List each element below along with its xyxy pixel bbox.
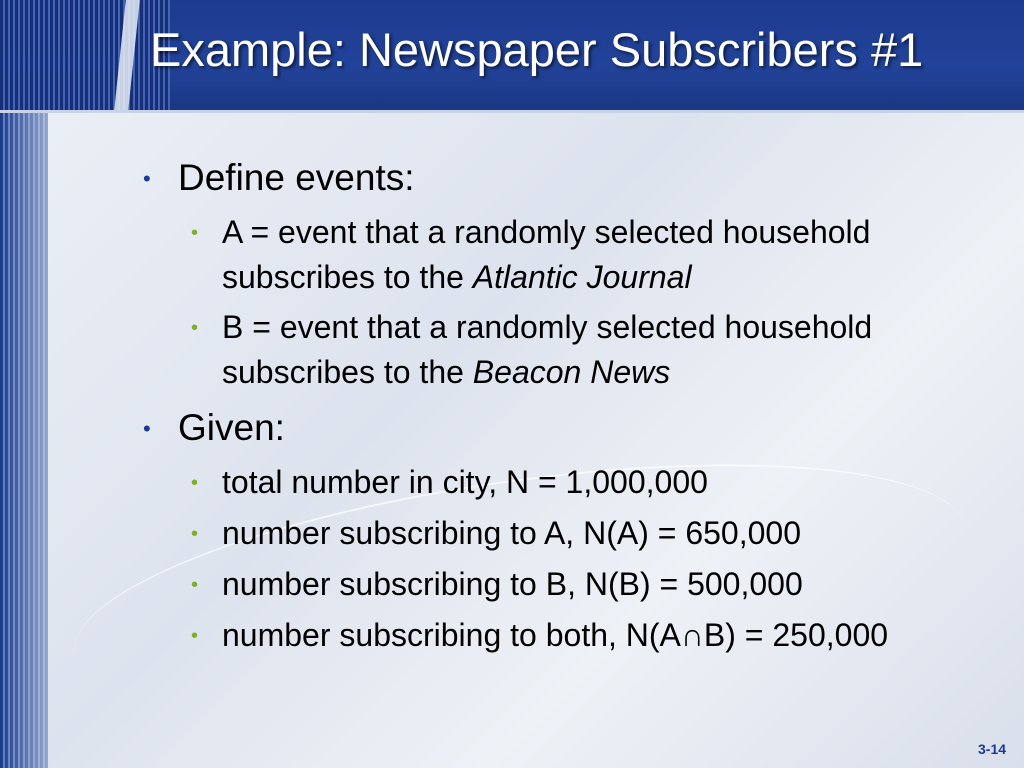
given-heading: Given: — [178, 407, 285, 448]
define-events-heading: Define events: — [178, 157, 415, 198]
given-item: number subscribing to B, N(B) = 500,000 — [222, 566, 803, 602]
bullet-icon: • — [191, 317, 199, 339]
event-b-line2 — [222, 350, 670, 394]
given-item: number subscribing to A, N(A) = 650,000 — [222, 515, 801, 551]
event-b-newspaper: Beacon News — [472, 354, 671, 390]
bullet-icon: • — [191, 574, 199, 596]
bullet-icon: • — [191, 222, 199, 244]
event-a-line1: A = event that a randomly selected household — [222, 214, 871, 250]
bullet-icon: • — [143, 166, 151, 191]
given-item: total number in city, N = 1,000,000 — [222, 464, 708, 500]
bullet-icon: • — [191, 523, 199, 545]
event-a-line2 — [222, 255, 692, 299]
bullet-icon: • — [191, 472, 199, 494]
page-number: 3-14 — [978, 741, 1007, 757]
slide-title: Example: Newspaper Subscribers #1 — [150, 23, 924, 76]
bullet-icon: • — [143, 416, 151, 441]
event-b-line1: B = event that a randomly selected household — [222, 309, 873, 345]
event-a-prefix: subscribes to the — [222, 259, 473, 295]
given-item: number subscribing to both, N(A∩B) = 250,000 — [222, 617, 889, 653]
event-a-newspaper: Atlantic Journal — [472, 259, 692, 295]
bullet-icon: • — [191, 625, 199, 647]
event-b-prefix: subscribes to the — [222, 354, 473, 390]
